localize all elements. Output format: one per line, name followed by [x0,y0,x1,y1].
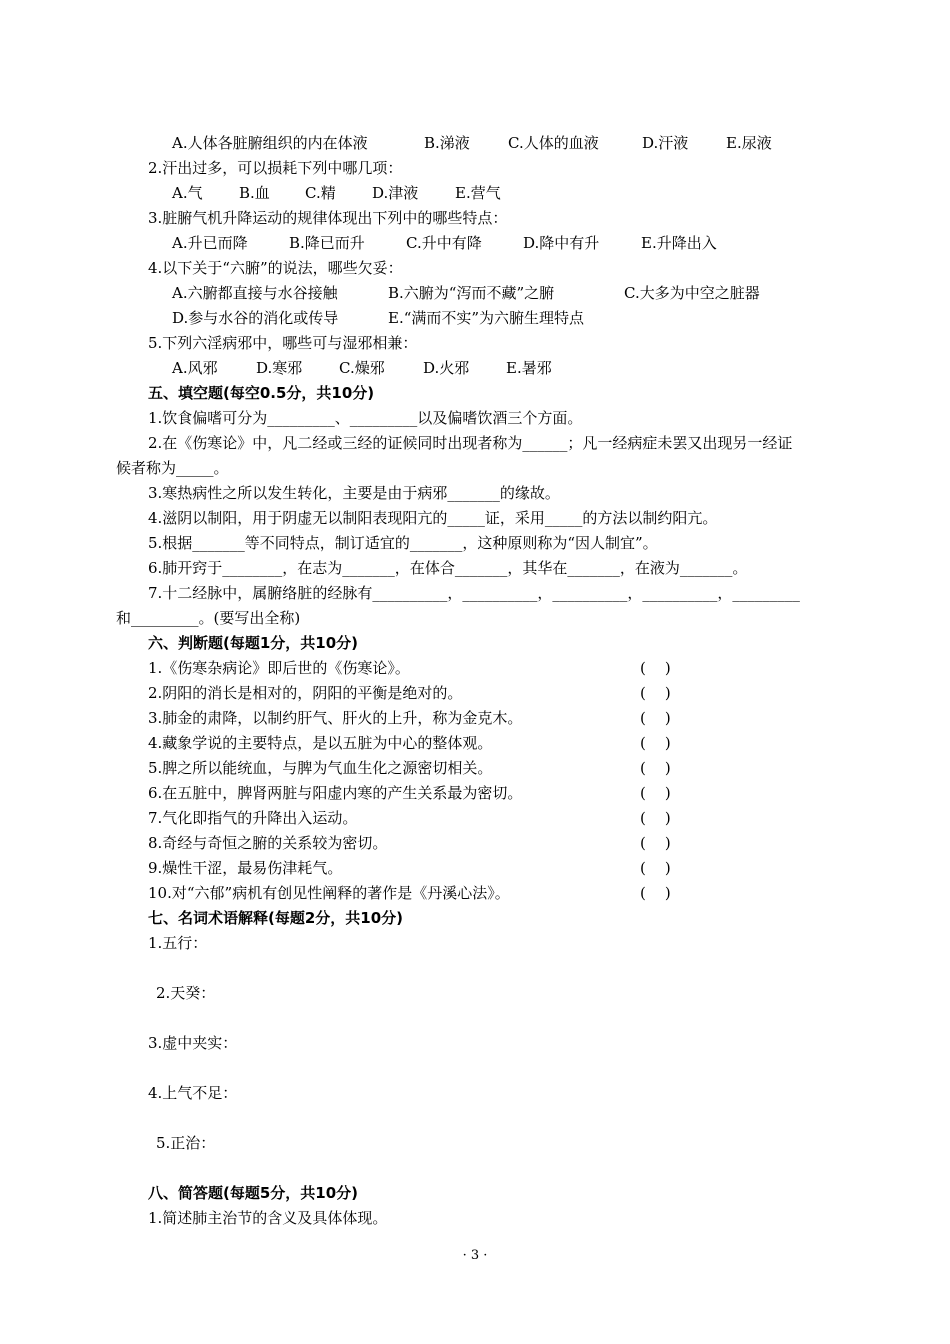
judge-item: 2.阴阳的消长是相对的，阴阳的平衡是绝对的。 [148,684,463,702]
option: A.人体各脏腑组织的内在体液 [172,134,368,152]
judge-answer-bracket[interactable]: ( ) [640,659,671,677]
mc-q2-stem: 2.汗出过多，可以损耗下列中哪几项： [148,159,403,177]
option: A.升已而降 [172,234,248,252]
page-number: · 3 · [462,1248,488,1263]
judge-answer-bracket[interactable]: ( ) [640,834,671,852]
mc-q5-stem: 5.下列六淫病邪中，哪些可与湿邪相兼： [148,334,418,352]
fill-q2-line1: 2.在《伤寒论》中，凡二经或三经的证候同时出现者称为______；凡一经病症未罢又出现另一经证 [148,434,793,452]
mc-q3-options [172,234,717,252]
option: D.参与水谷的消化或传导 [172,309,339,327]
judge-item: 1.《伤寒杂病论》即后世的《伤寒论》。 [148,659,410,677]
option: B.涕液 [424,134,470,152]
option: A.风邪 [172,359,218,377]
judge-item: 6.在五脏中，脾肾两脏与阳虚内寒的产生关系最为密切。 [148,784,523,802]
section-heading-short: 八、简答题(每题5分，共10分) [148,1184,359,1202]
option: A.六腑都直接与水谷接触 [172,284,338,302]
short-q1: 1.简述肺主治节的含义及具体体现。 [148,1209,388,1227]
section-heading-fill: 五、填空题(每空0.5分，共10分) [148,384,375,402]
option: B.降已而升 [289,234,365,252]
judge-item: 10.对“六郁”病机有创见性阐释的著作是《丹溪心法》。 [148,884,510,902]
option: D.降中有升 [523,234,600,252]
option: E.暑邪 [506,359,552,377]
mc-q4-options-row2 [172,309,584,327]
option: B.血 [239,184,270,202]
option: D.寒邪 [256,359,303,377]
judge-answer-bracket[interactable]: ( ) [640,784,671,802]
term-item: 1.五行： [148,934,208,952]
option: C.升中有降 [406,234,482,252]
option: E.营气 [455,184,501,202]
option: C.大多为中空之脏器 [624,284,760,302]
term-item: 5.正治： [156,1134,216,1152]
judge-item: 5.脾之所以能统血，与脾为气血生化之源密切相关。 [148,759,493,777]
mc-q5-options [172,359,552,377]
option: C.精 [305,184,336,202]
section-heading-judge: 六、判断题(每题1分，共10分) [148,634,359,652]
mc-q2-options [172,184,501,202]
option: E.尿液 [726,134,772,152]
fill-q6: 6.肺开窍于________，在志为_______，在体合_______，其华在_______，在液为_______。 [148,559,748,577]
fill-q2-line2: 候者称为_____。 [116,459,229,477]
option: E.“满而不实”为六腑生理特点 [388,309,585,327]
mc-q1-options [172,134,772,152]
option: D.汗液 [642,134,689,152]
option: D.火邪 [423,359,470,377]
term-item: 4.上气不足： [148,1084,238,1102]
mc-q4-stem: 4.以下关于“六腑”的说法，哪些欠妥： [148,259,403,277]
judge-item: 9.燥性干涩，最易伤津耗气。 [148,859,343,877]
option: E.升降出入 [641,234,717,252]
section-heading-terms: 七、名词术语解释(每题2分，共10分) [148,909,404,927]
option: A.气 [172,184,203,202]
fill-q1: 1.饮食偏嗜可分为_________、_________以及偏嗜饮酒三个方面。 [148,409,583,427]
judge-answer-bracket[interactable]: ( ) [640,684,671,702]
term-item: 3.虚中夹实： [148,1034,238,1052]
judge-item: 7.气化即指气的升降出入运动。 [148,809,358,827]
fill-q4: 4.滋阴以制阳，用于阴虚无以制阳表现阳亢的_____证，采用_____的方法以制约阳亢。 [148,509,718,527]
option: B.六腑为“泻而不藏”之腑 [388,284,555,302]
judge-answer-bracket[interactable]: ( ) [640,734,671,752]
judge-item: 3.肺金的肃降，以制约肝气、肝火的上升，称为金克木。 [148,709,523,727]
option: C.人体的血液 [508,134,599,152]
judge-answer-bracket[interactable]: ( ) [640,884,671,902]
judge-answer-bracket[interactable]: ( ) [640,809,671,827]
mc-q3-stem: 3.脏腑气机升降运动的规律体现出下列中的哪些特点： [148,209,508,227]
fill-q3: 3.寒热病性之所以发生转化，主要是由于病邪_______的缘故。 [148,484,560,502]
judge-item: 4.藏象学说的主要特点，是以五脏为中心的整体观。 [148,734,493,752]
mc-q4-options-row1 [172,284,760,302]
judge-answer-bracket[interactable]: ( ) [640,759,671,777]
option: C.燥邪 [339,359,385,377]
judge-answer-bracket[interactable]: ( ) [640,859,671,877]
fill-q7-line1: 7.十二经脉中，属腑络脏的经脉有__________，__________，__________，__________，_________ [148,584,800,602]
option: D.津液 [372,184,419,202]
term-item: 2.天癸： [156,984,216,1002]
judge-answer-bracket[interactable]: ( ) [640,709,671,727]
fill-q5: 5.根据_______等不同特点，制订适宜的_______，这种原则称为“因人制宜”。 [148,534,658,552]
judge-item: 8.奇经与奇恒之腑的关系较为密切。 [148,834,388,852]
fill-q7-line2: 和_________。(要写出全称) [116,609,301,627]
